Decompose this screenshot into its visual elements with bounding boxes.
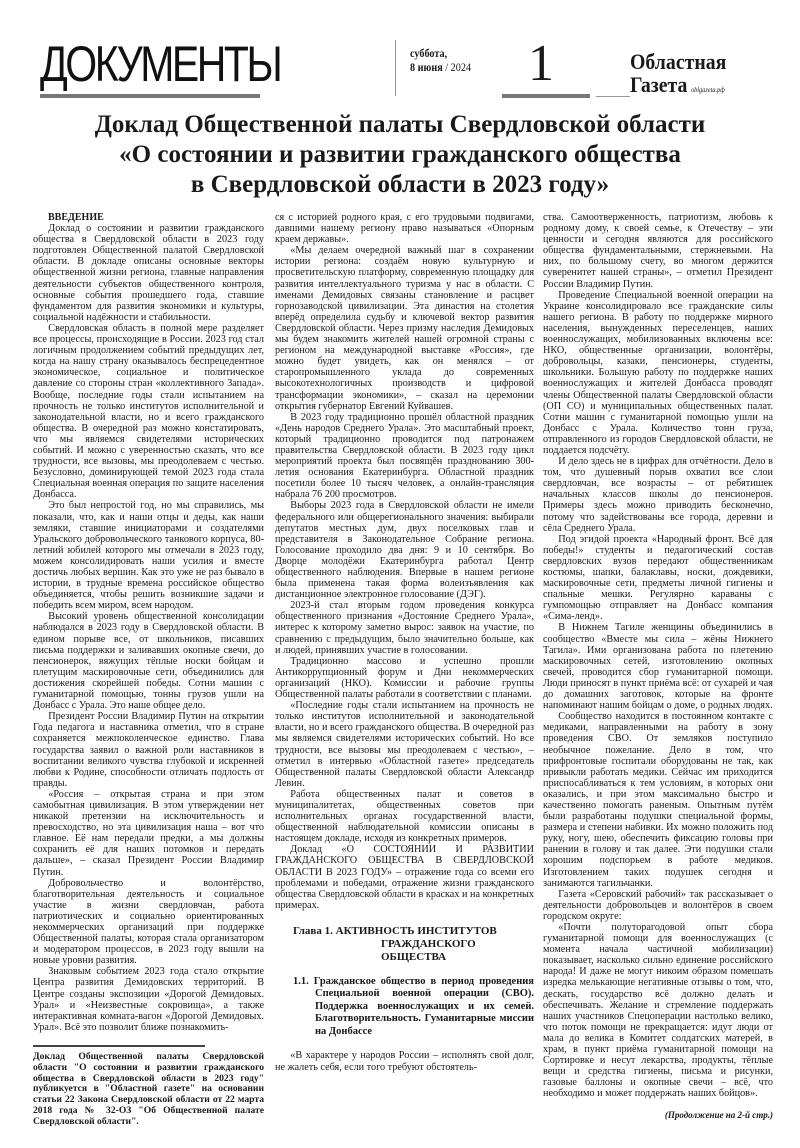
header-divider [395,40,396,96]
chapter-heading [293,925,534,964]
section-name: ДОКУМЕНТЫ [40,36,281,92]
paragraph: «Последние годы стали испытанием на прочность не только институтов исполнительной и законодательной власти, но и всего гражданского общества. В очередной раз мы являемся свидетелями исторических событий. Но все трудности, все вызовы мы преодолеваем с честью», – отметил в интервью «Областной газете» председатель Общественной палаты Свердловской области Александр Левин. [275,700,534,789]
title-line: «О состоянии и развитии гражданского общества [119,141,681,168]
subsection-heading: 1.1. Гражданское общество в период проведения Специальной военной операции (СВО). Поддержка военнослужащих и их семей. Благотворительность. Гуманитарные миссии на Донбассе [293,975,534,1037]
paragraph: «В характере у народов России – исполнять свой долг, не жалеть себя, если того требуют обстоятель- [275,1050,534,1073]
paragraph: Сообщество находится в постоянном контакте с медиками, направленными на работу в зону проведения СВО. От земляков поступило необычное пожелание. Дело в том, что прифронтовые госпитали оборудованы не так, как привыкли работать медики. Сейчас им приходится приспосабливаться к тем условиям, в которых они оказались, и при этом максимально быстро и качественно помогать раненым. Опытным путём были разработаны подушки специальной формы, размера и степени набивки. Их можно положить под руку, ногу, шею, обеспечить фиксацию головы при ранении в голову и так далее. Эти подушки стали хорошим подспорьем в работе медиков. Изготовлением таких подушек сегодня и занимаются тагильчанки. [543,711,773,889]
paragraph: Доклад «О СОСТОЯНИИ И РАЗВИТИИ ГРАЖДАНСКОГО ОБЩЕСТВА В СВЕРДЛОВСКОЙ ОБЛАСТИ В 2023 ГОДУ» – отражение года со всеми его проблемами и победами, отражение жизни гражданского общества Свердловской области в красках и на конкретных примерах. [275,844,534,911]
paragraph: Проведение Специальной военной операции на Украине консолидировало все гражданские силы нашего региона. В работу по поддержке мирного населения, вынужденных переселенцев, наших военнослужащих, мобилизованных включены все: НКО, общественные организации, волонтёры, добровольцы, казаки, пенсионеры, студенты, школьники. Большую работу по поддержке наших военнослужащих и жителей Донбасса проводят члены Общественной палаты Свердловской области (ОП СО) и муниципальных общественных палат. Сотни машин с гуманитарной помощью ушли на Донбасс с Урала. Количество тонн груза, отправленного из городов Свердловской области, не поддается подсчёту. [543,289,773,456]
paragraph: В 2023 году традиционно прошёл областной праздник «День народов Среднего Урала». Это масштабный проект, который традиционно проводится под патронажем правительства Свердловской области. В 2023 году цикл мероприятий проекта был посвящён празднованию 300-летия основания Екатеринбурга. Областной праздник посетили более 10 тысяч человек, а онлайн-трансляция набрала 76 200 просмотров. [275,411,534,501]
paragraph: Выборы 2023 года в Свердловской области не имели федерального или общерегионального значения: выбирали депутатов местных дум, двух поселковых глав и представителя в Законодательное Собрание региона. Голосование проходило два дня: 9 и 10 сентября. Во Дворце молодёжи Екатеринбурга работал Центр общественного наблюдения. Впервые в нашем регионе была применена такая форма волеизъявления как дистанционное электронное голосование (ДЭГ). [275,500,534,601]
chapter-heading-line1: Глава 1. АКТИВНОСТЬ ИНСТИТУТОВ [293,924,497,937]
publication-note: Доклад Общественной палаты Свердловской области "О состоянии и развитии гражданского общества в Свердловской области в 2023 году" публикуется в "Областной газете" на основании статьи 22 Закона Свердловской области от 22 марта 2018 года № 32-ОЗ "Об Общественной палате Свердловской области". [33,1050,264,1127]
paragraph: «Мы делаем очередной важный шаг в сохранении истории региона: создаём новую культурную и просветительскую платформу, современную площадку для развития интеллектуального туризма у нас в области. С именами Демидовых связаны становление и расцвет горнозаводской цивилизации. Эта династия на столетия вперёд определила судьбу и ключевой вектор развития Свердловской области. Через призму наследия Демидовых мы будем знакомить жителей нашей огромной страны с регионом на международной выставке «Россия», где можно будет увидеть, как он менялся – от старопромышленного уклада до современных высокотехнологичных производств и цифровой трансформации экономики», – сказал на церемонии открытия губернатор Евгений Куйвашев. [275,245,534,412]
paragraph: ства. Самоотверженность, патриотизм, любовь к родному дому, к своей семье, к Отечеству – эти ценности и сегодня являются для российского общества фундаментальными, стержневыми. На них, по большому счету, во многом держится суверенитет нашей страны», – отметил Президент России Владимир Путин. [543,212,773,290]
issue-date [410,46,471,74]
article-title [20,110,780,200]
logo-site: oblgazeta.рф [690,86,725,94]
note-divider [33,1045,205,1047]
weekday: суббота, [410,46,448,60]
logo-rule [596,96,630,97]
page-number: 1 [528,35,554,92]
paragraph: Знаковым событием 2023 года стало открытие Центра развития Демидовских территорий. В Центре созданы экспозиции «Дорогой Демидовых. Урал» и «Неизвестные сокровища», а также интерактивная комната-вагон «Дорогой Демидовых. Урал». Всё это позволит ближе познакомить- [33,966,264,1033]
continued-note: (Продолжение на 2-й стр.) [664,1109,773,1120]
paragraph: Добровольчество и волонтёрство, благотворительная деятельность и социальное участие в жизни свердловчан, работа патриотических и социально ориентированных некоммерческих организаций при поддержке Общественной палаты, которая стала организатором и модератором процессов, в 2023 году вышли на новые уровни развития. [33,877,264,967]
intro-heading: ВВЕДЕНИЕ [48,212,104,223]
paragraph: 2023-й стал вторым годом проведения конкурса общественного признания «Достояние Среднего Урала», интерес к которому заметно вырос: заявок на участие, по сравнению с предыдущим, было значительно больше, как и людей, принявших участие в голосовании. [275,600,534,656]
paragraph: «Россия – открытая страна и при этом самобытная цивилизация. В этом утверждении нет никакой претензии на исключительность и превосходство, но эта цивилизация наша – вот что главное. Её нам передали предки, а мы должны сохранить её для наших потомков и передать дальше», – сказал Президент России Владимир Путин. [33,788,264,878]
paragraph: Свердловская область в полной мере разделяет все процессы, происходящие в России. 2023 год стал логичным продолжением событий предыдущих лет, когда на нашу страну оказывалось беспрецедентное экономическое, социальное и политическое давление со стороны стран «коллективного Запада». Вообще, последние годы стали испытанием на прочность не только институтов исполнительной и законодательной власти, но и всего гражданского общества. В очередной раз можно констатировать, что мы являемся свидетелями исторических событий. И можно с уверенностью сказать, что все трудности, все вызовы, мы преодолеваем с честью. Безусловно, доминирующей темой 2023 года стала Специальная военная операция по защите населения Донбасса. [33,322,264,501]
paragraph: Это был непростой год, но мы справились, мы показали, что, как и наши отцы и деды, как наши земляки, ставшие инициаторами и создателями Уральского добровольческого танкового корпуса, 80-летний юбилей которого мы отмечали в 2023 году, можем консолидировать наши усилия и вместе достичь любых вершин. Как это уже не раз бывало в истории, в трудные времена российское общество объединяется, чтобы решить возникшие задачи и победить всем миром, всем народом. [33,500,264,612]
title-line: Доклад Общественной палаты Свердловской области [94,111,706,138]
date-year: / 2024 [445,60,472,74]
paragraph: И дело здесь не в цифрах для отчётности. Дело в том, что душевный порыв охватил все слои свердловчан, все возрасты – от ребятишек начальных классов школы до пенсионеров. Примеры здесь можно приводить бесконечно, потому что задействованы все города, деревни и сёла Среднего Урала. [543,456,773,534]
paragraph: В Нижнем Тагиле женщины объединились в сообщество «Вместе мы сила – жёны Нижнего Тагила». Ими организована работа по плетению маскировочных сетей, изготовлению окопных свечей, проводится сбор гуманитарной помощи. Люди приносят в пункт приёма всё: от сухарей и чая до домашних заготовок, которые на фронте напоминают нашим бойцам о доме, о родных людях. [543,622,773,712]
page-number-underline [502,94,590,98]
paragraph: Доклад о состоянии и развитии гражданского общества в Свердловской области в 2023 году подготовлен Общественной палатой Свердловской области. В докладе описаны основные векторы общественной жизни региона, главные направления деятельности субъектов общественного контроля, основные события прошедшего года, ставшие фундаментом для развития экономики и культуры, социальной надёжности и стабильности. [33,223,264,323]
paragraph: Газета «Серовский рабочий» так рассказывает о деятельности добровольцев и волонтёров в своем городском округе: [543,888,773,922]
newspaper-logo [630,50,726,102]
logo-line2: Газета [630,72,688,97]
paragraph: Высокий уровень общественной консолидации наблюдался в 2023 году в Свердловской области. В едином порыве все, от школьников, писавших письма поддержки и заливавших окопные свечи, до пенсионерок, вяжущих тёплые носки бойцам и плетущим маскировочные сети, объединились для достижения скорейшей победы. Сотни машин с гуманитарной помощью, тонны грузов ушли на Донбасс с Урала. Это наше общее дело. [33,611,264,712]
paragraph: ся с историей родного края, с его трудовыми подвигами, давшими нашему региону право называться «Опорным краем державы». [275,212,534,246]
paragraph: Работа общественных палат и советов в муниципалитетах, общественных советов при исполнительных органах государственной власти, общественной наблюдательной комиссии описаны в настоящем докладе, исходя из конкретных примеров. [275,788,534,845]
column-1 [33,212,264,1128]
paragraph: Под эгидой проекта «Народный фронт. Всё для победы!» студенты и педагогический состав свердловских вузов передают общественникам костюмы, шапки, балаклавы, носки, дождевики, маскировочные сети, предметы личной гигиены и спальные мешки. Регулярно караваны с гумпомощью отправляет на Донбасс компания «Сима-ленд». [543,533,773,623]
paragraph: Традиционно массово и успешно прошли Антикоррупционный форум и Дни некоммерческих организаций (НКО). Комиссии и рабочие группы Общественной палаты работали в соответствии с планами. [275,655,534,701]
paragraph: «Почти полуторагодовой опыт сбора гуманитарной помощи для военнослужащих (с момента начала частичной мобилизации) показывает, насколько сильно единение российского народа! И даже не могут никоим образом помешать изредка мелькающие негативные отзывы о том, что, дескать, государство всё должно делать и обеспечивать. Желание и стремление поддержать наших участников Спецоперации настолько велико, что поток помощи не прекращается: идут люди от мала до велика в Комитет солдатских матерей, в храм, в пункт приёма гуманитарной помощи на Сортировке и несут лекарства, продукты, тёплые вещи и средства гигиены, письма и рисунки, газовые баллоны и окопные свечи – всё, что необходимо и может поддержать наших бойцов». [543,922,773,1100]
date-day: 8 июня [410,60,443,74]
column-2 [275,212,534,1073]
logo-line1: Областная [630,49,727,74]
column-3 [543,212,773,1121]
paragraph: Президент России Владимир Путин на открытии Года педагога и наставника отметил, что в стране сохраняется межпоколенческое единство. Глава государства заявил о важной роли наставников в воспитании великого чувства глубокой и искренней любви к Родине, способности отличать подлость от правды. [33,711,264,789]
section-underline [40,94,260,98]
chapter-heading-line2: ГРАЖДАНСКОГО ОБЩЕСТВА [381,937,476,963]
title-line: в Свердловской области в 2023 году» [190,171,610,198]
